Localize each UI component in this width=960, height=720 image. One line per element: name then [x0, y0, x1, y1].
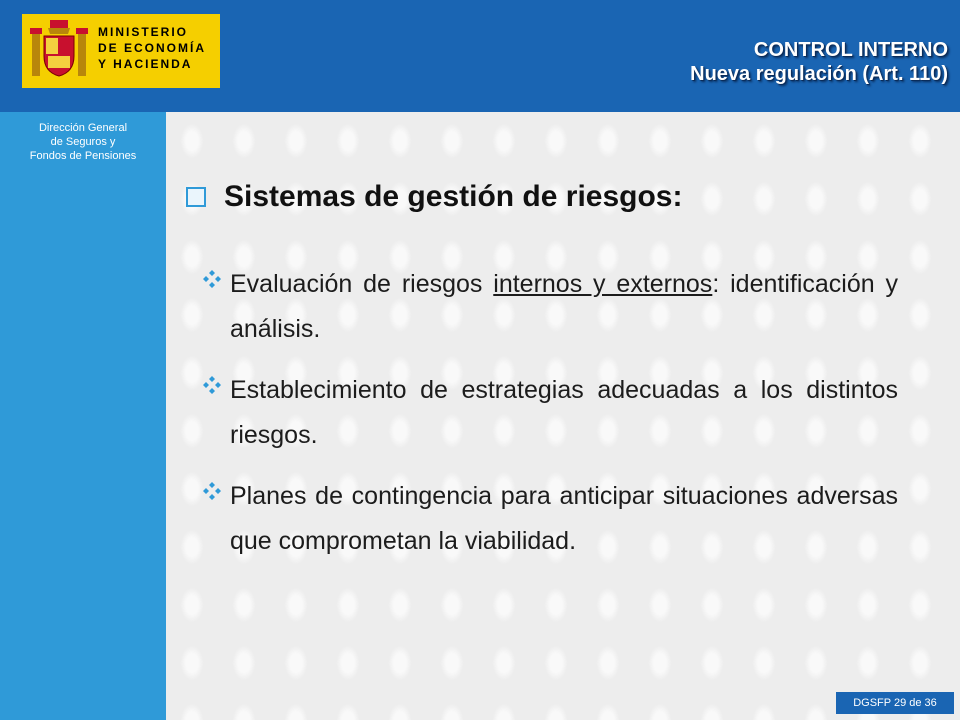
section-heading [186, 180, 682, 214]
coat-of-arms-icon [28, 18, 90, 84]
bullet-text: Evaluación de riesgos [230, 270, 494, 298]
bullet-list [230, 262, 898, 580]
directorate-label [0, 121, 166, 163]
slide-title-main: CONTROL INTERNO [753, 39, 948, 61]
list-item [230, 474, 898, 564]
four-diamond-icon [203, 270, 221, 288]
directorate-line: Dirección General [38, 122, 128, 134]
list-item [230, 262, 898, 352]
page-number: DGSFP 29 de 36 [836, 692, 954, 714]
ministry-line: Y HACIENDA [98, 57, 193, 71]
list-item [230, 368, 898, 458]
ministry-line: DE ECONOMÍA [98, 41, 207, 55]
four-diamond-icon [203, 482, 221, 500]
ministry-logo [22, 14, 220, 88]
bullet-text: : identificación y análisis. [230, 270, 898, 343]
hollow-square-icon [186, 187, 206, 207]
section-heading-text: Sistemas de gestión de riesgos: [224, 180, 683, 213]
bullet-text-underlined: internos y externos [493, 270, 713, 298]
slide-subtitle: Nueva regulación (Art. 110) [690, 63, 948, 85]
directorate-line: Fondos de Pensiones [29, 150, 137, 162]
ministry-name [98, 24, 206, 72]
bullet-text: Establecimiento de estrategias adecuadas a los distintos riesgos. [230, 376, 898, 449]
four-diamond-icon [203, 376, 221, 394]
bullet-text: Planes de contingencia para anticipar situaciones adversas que comprometan la viabilidad. [230, 482, 898, 555]
directorate-line: de Seguros y [50, 136, 116, 148]
ministry-line: MINISTERIO [98, 25, 189, 39]
slide-title [690, 38, 948, 86]
